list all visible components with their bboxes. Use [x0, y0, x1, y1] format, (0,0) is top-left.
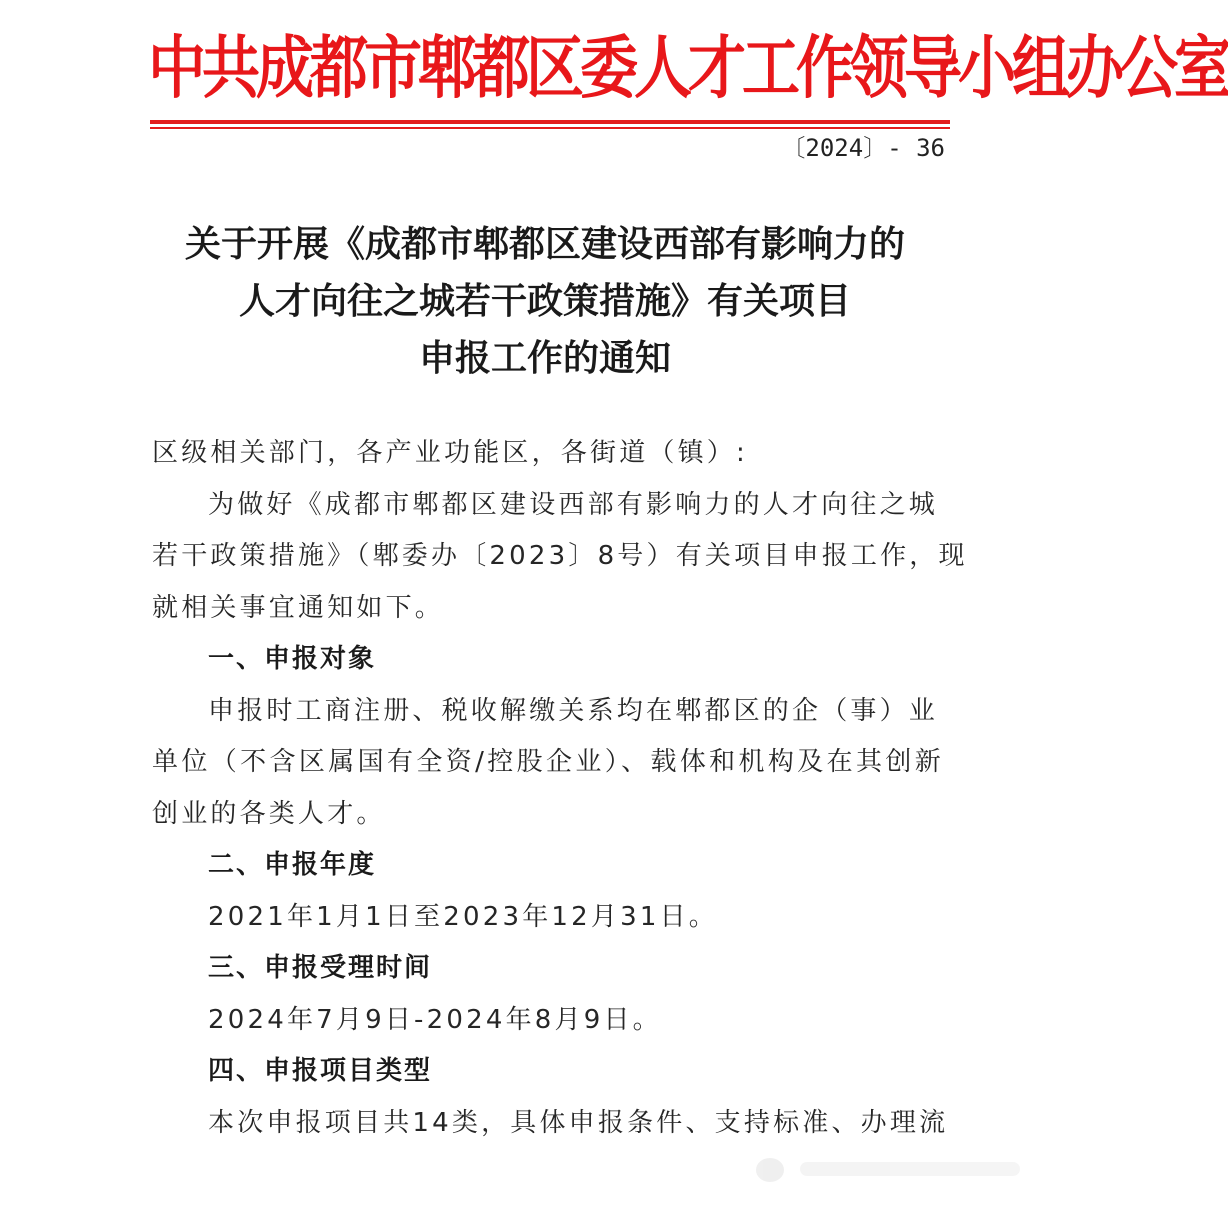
section-4-heading: 四、申报项目类型: [208, 1056, 433, 1086]
section-1-line-2: 单位（不含区属国有全资/控股企业）、载体和机构及在其创新: [152, 747, 944, 777]
document-title: [140, 216, 950, 387]
section-3-text: 2024年7月9日-2024年8月9日。: [208, 1004, 662, 1035]
document-title-line-2: 人才向往之城若干政策措施》有关项目: [238, 280, 851, 322]
header-red-rule-thin: [150, 127, 950, 129]
issuing-organization-header: 中共成都市郫都区委人才工作领导小组办公室: [148, 30, 1228, 107]
salutation: 区级相关部门，各产业功能区，各街道（镇）:: [152, 438, 748, 468]
intro-paragraph-line-3: 就相关事宜通知如下。: [152, 592, 445, 623]
section-1-line-3: 创业的各类人才。: [152, 798, 386, 829]
section-2-heading: 二、申报年度: [208, 850, 377, 880]
document-body: [152, 428, 968, 1149]
header-red-rule-thick: [150, 120, 950, 124]
section-1-line-1: 申报时工商注册、税收解缴关系均在郫都区的企（事）业: [208, 695, 939, 726]
intro-paragraph-line-2: 若干政策措施》（郫委办〔2023〕8号）有关项目申报工作，现: [152, 541, 968, 571]
section-2-text: 2021年1月1日至2023年12月31日。: [208, 901, 718, 932]
section-4-line-1: 本次申报项目共14类，具体申报条件、支持标准、办理流: [208, 1107, 949, 1138]
faint-watermark-icon: [740, 1150, 1040, 1190]
section-3-heading: 三、申报受理时间: [208, 953, 433, 983]
document-title-line-3: 申报工作的通知: [418, 337, 671, 379]
intro-paragraph-line-1: 为做好《成都市郫都区建设西部有影响力的人才向往之城: [208, 489, 939, 520]
document-number: 〔2024〕- 36: [781, 134, 945, 162]
section-1-heading: 一、申报对象: [208, 644, 377, 674]
document-title-line-1: 关于开展《成都市郫都区建设西部有影响力的: [184, 223, 905, 265]
